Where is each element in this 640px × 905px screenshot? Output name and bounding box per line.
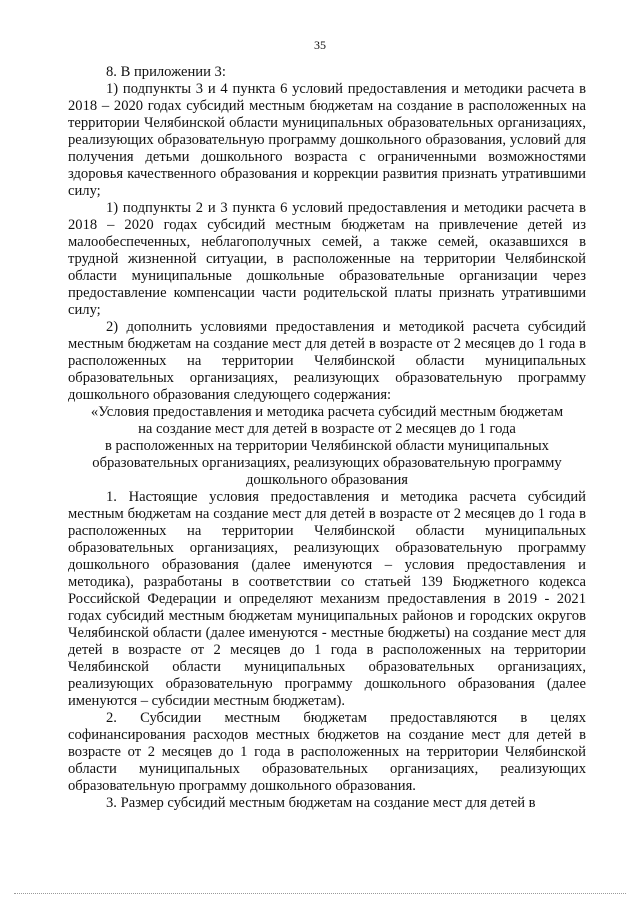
appendix-heading: [68, 404, 586, 489]
paragraph-item-1-first: 1) подпункты 3 и 4 пункта 6 условий предоставления и методики расчета в 2018 – 2020 годах субсидий местным бюджетам на создание в расположенных на территории Челябинской области муниципальных образовательных организациях, реализующих образовательную программу дошкольного образования, условий для получения детьми дошкольного возраста с ограниченными возможностями здоровья качественного образования и коррекции развития признать утратившими силу;: [68, 81, 586, 199]
section-3: 3. Размер субсидий местным бюджетам на создание мест для детей в: [106, 795, 536, 811]
section-1: 1. Настоящие условия предоставления и методика расчета субсидий местным бюджетам на создание мест для детей в возрасте от 2 месяцев до 1 года в расположенных на территории Челябинской области муниципальных образовательных организациях, реализующих образовательную программу дошкольного образования (далее именуются – условия предоставления и методика), разработаны в соответствии со статьей 139 Бюджетного кодекса Российской Федерации и определяют механизм предоставления в 2019 - 2021 годах субсидий местным бюджетам муниципальных районов и городских округов Челябинской области (далее именуются - местные бюджеты) на создание мест для детей в возрасте от 2 месяцев до 1 года в расположенных на территории Челябинской области муниципальных образовательных организациях, реализующих образовательную программу дошкольного образования (далее именуются – субсидии местным бюджетам).: [68, 489, 586, 709]
paragraph-intro: 8. В приложении 3:: [106, 64, 226, 80]
heading-line: «Условия предоставления и методика расчета субсидий местным бюджетам: [90, 404, 564, 420]
paragraph-item-1-second: 1) подпункты 2 и 3 пункта 6 условий предоставления и методики расчета в 2018 – 2020 годах субсидий местным бюджетам на привлечение детей из малообеспеченных, неблагополучных семей, а также семей, оказавшихся в трудной жизненной ситуации, в расположенные на территории Челябинской области муниципальные дошкольные образовательные организации через предоставление компенсации части родительской платы признать утратившими силу;: [68, 200, 586, 318]
page-number: 35: [314, 38, 326, 52]
heading-line: образовательных организациях, реализующих образовательную программу: [92, 455, 562, 471]
heading-line: в расположенных на территории Челябинской области муниципальных: [105, 438, 549, 454]
section-2: 2. Субсидии местным бюджетам предоставляются в целях софинансирования расходов местных бюджетов на создание мест для детей в возрасте от 2 месяцев до 1 года в расположенных на территории Челябинской области муниципальных образовательных организациях, реализующих образовательную программу дошкольного образования.: [68, 710, 586, 794]
document-body: [68, 64, 586, 812]
paragraph-item-2: 2) дополнить условиями предоставления и методикой расчета субсидий местным бюджетам на создание мест для детей в возрасте от 2 месяцев до 1 года в расположенных на территории Челябинской области муниципальных образовательных организациях, реализующих образовательную программу дошкольного образования следующего содержания:: [68, 319, 586, 403]
heading-line: на создание мест для детей в возрасте от 2 месяцев до 1 года: [138, 421, 516, 437]
footer-divider: [14, 893, 626, 894]
heading-line: дошкольного образования: [245, 472, 408, 488]
